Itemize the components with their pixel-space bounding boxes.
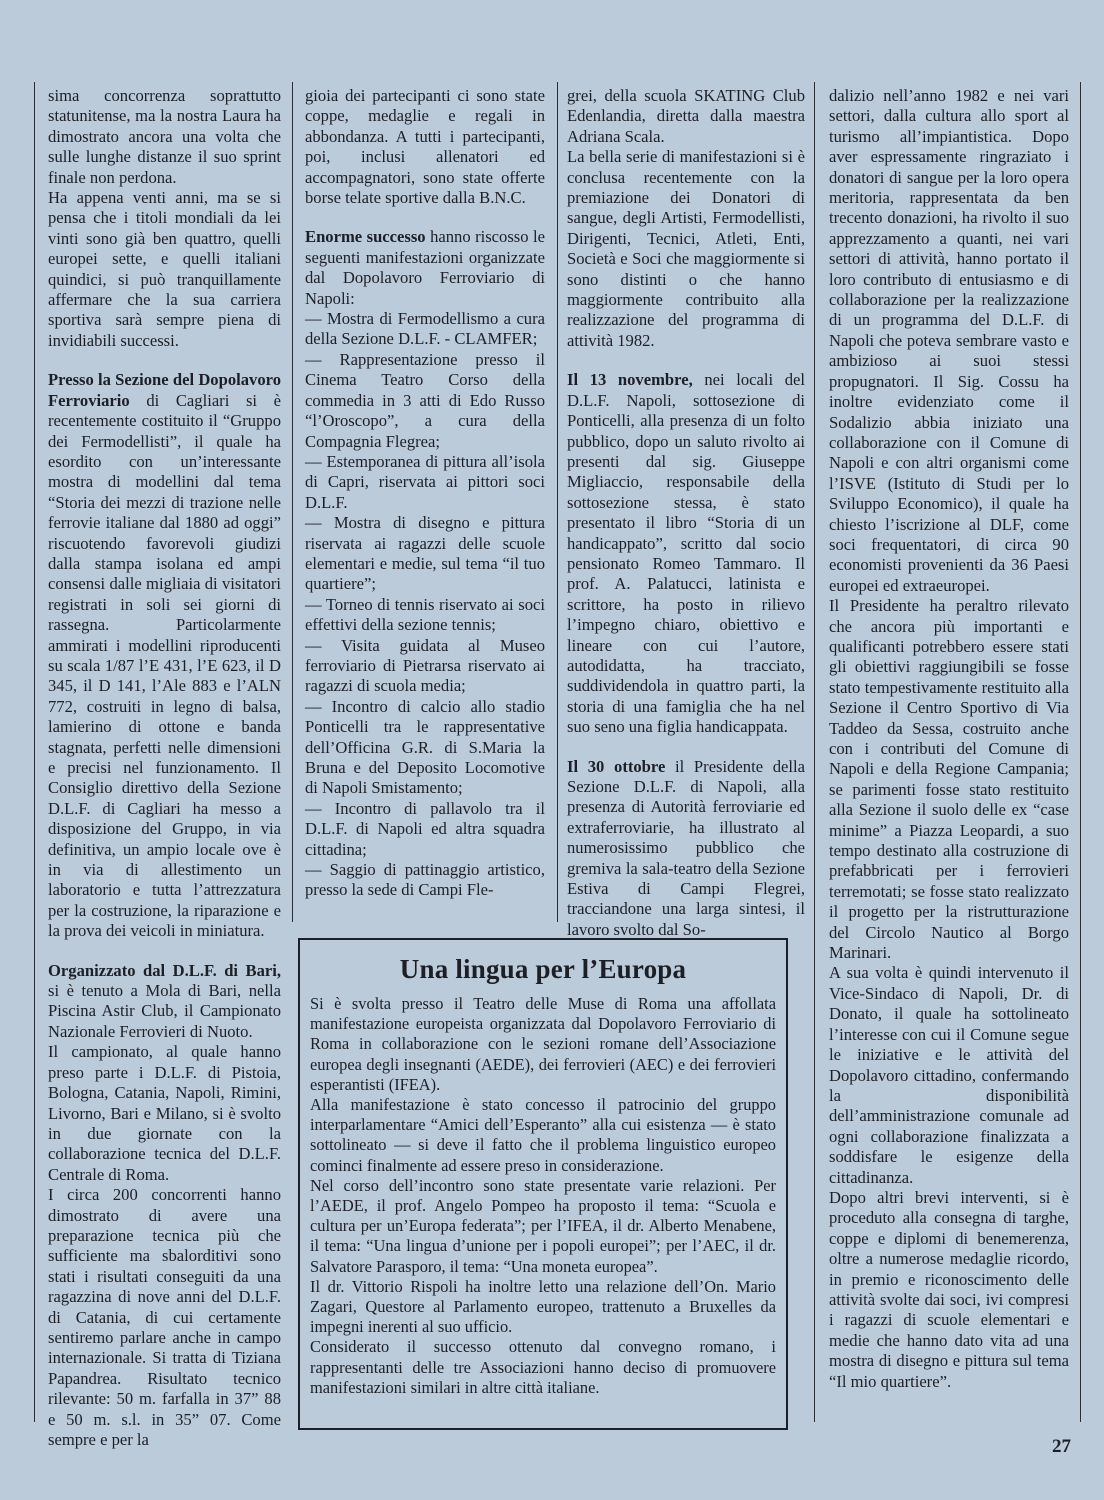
col3-text-30-ottobre: il Presidente della Sezione D.L.F. di Napoli, alla presenza di Autorità ferroviarie ed extraferroviarie, ha illustrato al numerosissimo pubblico che gremiva la sala-teatro della Sezione Estiva di Campi Flegrei, tracciandone una larga sintesi, il lavoro svolto dal So- (567, 756, 805, 939)
col4-paragraph-2: Il Presidente ha peraltro rilevato che ancora più importanti e qualificanti potrebbero essere stati gli obiettivi raggiungibili se fosse stato tempestivamente restituito alla Sezione il Centro Sportivo di Via Taddeo da Sessa, costruito anche con i contributi del Comune di Napoli e della Regione Campania; se parimenti fosse stato restituito alla Sezione il suolo delle ex “case minime” a Piazza Leopardi, a suo tempo destinato alla costruzione di prefabbricati per i ferrovieri terremotati; se fosse stato realizzato il progetto per la ristrutturazione del Circolo Nautico al Borgo Marinari. (829, 596, 1069, 963)
col3-lead-30-ottobre: Il 30 ottobre (567, 756, 666, 776)
page-number: 27 (1052, 1436, 1071, 1457)
col3-paragraph-1: grei, della scuola SKATING Club Edenlandia, diretta dalla maestra Adriana Scala. (567, 86, 805, 146)
col3-paragraph-2: La bella serie di manifestazioni si è conclusa recentemente con la premiazione dei Donatori di sangue, degli Artisti, Fermodellisti, Dirigenti, Tecnici, Atleti, Enti, Società e Soci che maggiormente si sono distinti o che hanno maggiormente contribuito alla realizzazione del programma di attività 1982. (567, 147, 805, 350)
column-4 (829, 86, 1069, 1392)
column-rule-1 (292, 82, 293, 922)
box-paragraph-4: Il dr. Vittorio Rispoli ha inoltre letto una relazione dell’On. Mario Zagari, Questore al Parlamento europeo, trattenuto a Bruxelles da impegni inerenti al suo ufficio. (310, 1276, 776, 1337)
col4-paragraph-4: Dopo altri brevi interventi, si è proceduto alla consegna di targhe, coppe e diplomi di benemerenza, oltre a numerose medaglie ricordo, in premio e riconoscimento delle attività svolte dai soci, ivi compresi i ragazzi di scuole elementari e medie che hanno dato vita ad una mostra di disegno e pittura sul tema “Il mio quartiere”. (829, 1187, 1069, 1391)
list-item: — Visita guidata al Museo ferroviario di Pietrarsa riservato ai ragazzi di scuola media; (305, 635, 545, 696)
col1-paragraph-2: Ha appena venti anni, ma se si pensa che i titoli mondiali da lei vinti sono già ben quattro, quelli europei sette, e quelli italiani quindici, si può tranquillamente affermare che la sua carriera sportiva sarà sempre piena di invidiabili successi. (48, 188, 281, 350)
list-item: — Mostra di Fermodellismo a cura della Sezione D.L.F. - CLAMFER; (305, 309, 545, 349)
column-rule-left (34, 82, 35, 1422)
col1-paragraph-5: Il campionato, al quale hanno preso parte i D.L.F. di Pistoia, Bologna, Catania, Napoli, Rimini, Livorno, Bari e Milano, si è svolto in due giornate con la collaborazione tecnica del D.L.F. Centrale di Roma. (48, 1042, 281, 1184)
col2-paragraph-1: gioia dei partecipanti ci sono state coppe, medaglie e regali in abbondanza. A tutti i partecipanti, poi, inclusi allenatori ed accompagnatori, sono state offerte borse telate sportive dalla B.N.C. (305, 86, 545, 208)
europe-language-box (298, 938, 788, 1430)
col1-paragraph-6: I circa 200 concorrenti hanno dimostrato di avere una preparazione tecnica più che sufficiente ma sbalorditivi sono stati i risultati conseguiti da una ragazzina di nove anni del D.L.F. di Catania, di cui certamente sentiremo parlare anche in campo internazionale. Si tratta di Tiziana Papandrea. Risultato tecnico rilevante: 50 m. farfalla in 37” 88 e 50 m. s.l. in 35” 07. Come sempre e per la (48, 1185, 281, 1449)
box-paragraph-3: Nel corso dell’incontro sono state presentate varie relazioni. Per l’AEDE, il prof. Angelo Pompeo ha proposto il tema: “Scuola e cultura per un’Europa federata”; per l’IFEA, il dr. Alberto Menabene, il tema: “Una lingua d’unione per i popoli europei”; per l’AEC, il dr. Salvatore Parasporo, il tema: “Una moneta europea”. (310, 1175, 776, 1276)
list-item: — Torneo di tennis riservato ai soci effettivi della sezione tennis; (305, 594, 545, 635)
col4-paragraph-3: A sua volta è quindi intervenuto il Vice-Sindaco di Napoli, Dr. di Donato, il quale ha sottolineato l’interesse con cui il Comune segue le iniziative e le attività del Dopolavoro cittadino, confermando la disponibilità dell’amministrazione comunale ad ogni collaborazione finalizzata a soddisfare le esigenze della cittadinanza. (829, 963, 1069, 1187)
col1-paragraph-1: sima concorrenza soprattutto statunitense, ma la nostra Laura ha dimostrato ancora una volta che sulle lunghe distanze il suo sprint finale non perdona. (48, 86, 281, 187)
list-item: — Mostra di disegno e pittura riservata ai ragazzi delle scuole elementari e medie, sul tema “il tuo quartiere”; (305, 513, 545, 594)
col1-lead-cagliari: Presso la Sezione del Dopolavoro Ferroviario (48, 370, 281, 410)
col3-text-13-novembre: nei locali del D.L.F. Napoli, sottosezione di Ponticelli, alla presenza di un folto pubblico, dopo un saluto rivolto ai presenti dal sig. Giuseppe Migliaccio, responsabile della sottosezione stessa, è stato presentato il libro “Storia di un handicappato”, scritto dal socio pensionato Romeo Tammaro. Il prof. A. Palatucci, latinista e scrittore, ha posto in rilievo l’impegno chiaro, obiettivo e lineare con cui l’autore, autodidatta, ha tracciato, suddividendola in quattro parti, la storia di una famiglia che ha nel suo seno una figlia handicappata. (567, 370, 805, 737)
list-item: — Incontro di pallavolo tra il D.L.F. di Napoli ed altra squadra cittadina; (305, 798, 545, 859)
column-3 (567, 86, 805, 940)
column-1 (48, 86, 281, 1450)
col1-lead-bari: Organizzato dal D.L.F. di Bari, (48, 960, 281, 980)
col1-text-bari: si è tenuto a Mola di Bari, nella Piscina Astir Club, il Campionato Nazionale Ferrovieri di Nuoto. (48, 981, 281, 1041)
col2-text-napoli: hanno riscosso le seguenti manifestazioni organizzate dal Dopolavoro Ferroviario di Napoli: (305, 227, 545, 308)
column-rule-3 (814, 82, 815, 1422)
column-2 (305, 86, 545, 901)
box-paragraph-5: Considerato il successo ottenuto dal convegno romano, i rappresentanti delle tre Associazioni hanno deciso di promuovere manifestazioni similari in altre città italiane. (310, 1337, 776, 1397)
col3-paragraph-3 (567, 370, 805, 737)
col3-paragraph-4 (567, 757, 805, 941)
list-item: — Saggio di pattinaggio artistico, presso la sede di Campi Fle- (305, 860, 545, 900)
list-item: — Incontro di calcio allo stadio Ponticelli tra le rappresentative dell’Officina G.R. di S.Maria la Bruna e del Deposito Locomotive di Napoli Smistamento; (305, 696, 545, 798)
col1-paragraph-3 (48, 370, 281, 941)
col2-paragraph-2 (305, 227, 545, 309)
col2-lead-napoli: Enorme successo (305, 227, 426, 247)
col3-lead-13-novembre: Il 13 novembre, (567, 370, 693, 390)
col1-paragraph-4 (48, 961, 281, 1043)
col4-paragraph-1: dalizio nell’anno 1982 e nei vari settori, dalla cultura allo sport al turismo all’impiantistica. Dopo aver espressamente ringraziato i donatori di sangue per la loro opera meritoria, rappresentata da ben trecento donazioni, ha rivolto il suo apprezzamento a quanti, nei vari settori di attività, hanno portato il loro contributo di entusiasmo e di collaborazione per la realizzazione di un programma del D.L.F. di Napoli che poteva sembrare vasto e ambizioso ai suoi stessi propugnatori. Il Sig. Cossu ha inoltre evidenziato come il Sodalizio abbia iniziato una collaborazione con il Comune di Napoli e con altri organismi come l’ISVE (Istituto di Studi per lo Sviluppo Economico), il quale ha chiesto l’iscrizione al DLF, come soci frequentatori, di circa 90 economisti provenienti da 36 Paesi europei ed extraeuropei. (829, 86, 1069, 595)
box-paragraph-2: Alla manifestazione è stato concesso il patrocinio del gruppo interparlamentare “Amici dell’Esperanto” alla cui esistenza — è stato sottolineato — si deve il fatto che il problema linguistico europeo cominci finalmente ad essere preso in considerazione. (310, 1095, 776, 1175)
col1-text-cagliari: di Cagliari si è recentemente costituito il “Gruppo dei Fermodellisti”, il quale ha esordito con un’interessante mostra di modellini dal tema “Storia dei mezzi di trazione nelle ferrovie italiane dal 1880 ad oggi” riscuotendo favorevoli giudizi dalla stampa isolana ed ampi consensi dalle migliaia di visitatori registrati in soli sei giorni di rassegna. Particolarmente ammirati i modellini riproducenti su scala 1/87 l’E 431, l’E 623, il D 345, il D 141, l’Ale 883 e l’ALN 772, costruiti in legno di balsa, lamierino di ottone e banda stagnata, perfetti nelle dimensioni e precisi nel funzionamento. Il Consiglio direttivo della Sezione D.L.F. di Cagliari ha messo a disposizione del Gruppo, in via definitiva, un ampio locale ove è in via di allestimento un laboratorio e tutta l’attrezzatura per la costruzione, la riparazione e la prova dei veicoli in miniatura. (48, 390, 281, 941)
column-rule-right (1080, 82, 1081, 1422)
column-rule-2 (557, 82, 558, 922)
box-title: Una lingua per l’Europa (399, 954, 687, 984)
list-item: — Estemporanea di pittura all’isola di Capri, riservata ai pittori soci D.L.F. (305, 451, 545, 512)
list-item: — Rappresentazione presso il Cinema Teatro Corso della commedia in 3 atti di Edo Russo “l’Oroscopo”, a cura della Compagnia Flegrea; (305, 349, 545, 451)
box-paragraph-1: Si è svolta presso il Teatro delle Muse di Roma una affollata manifestazione europeista organizzata dal Dopolavoro Ferroviario di Roma in collaborazione con le sezioni romane dell’Associazione europea degli insegnanti (AEDE), dei ferrovieri (AEC) e dei ferrovieri esperantisti (IFEA). (310, 994, 776, 1094)
